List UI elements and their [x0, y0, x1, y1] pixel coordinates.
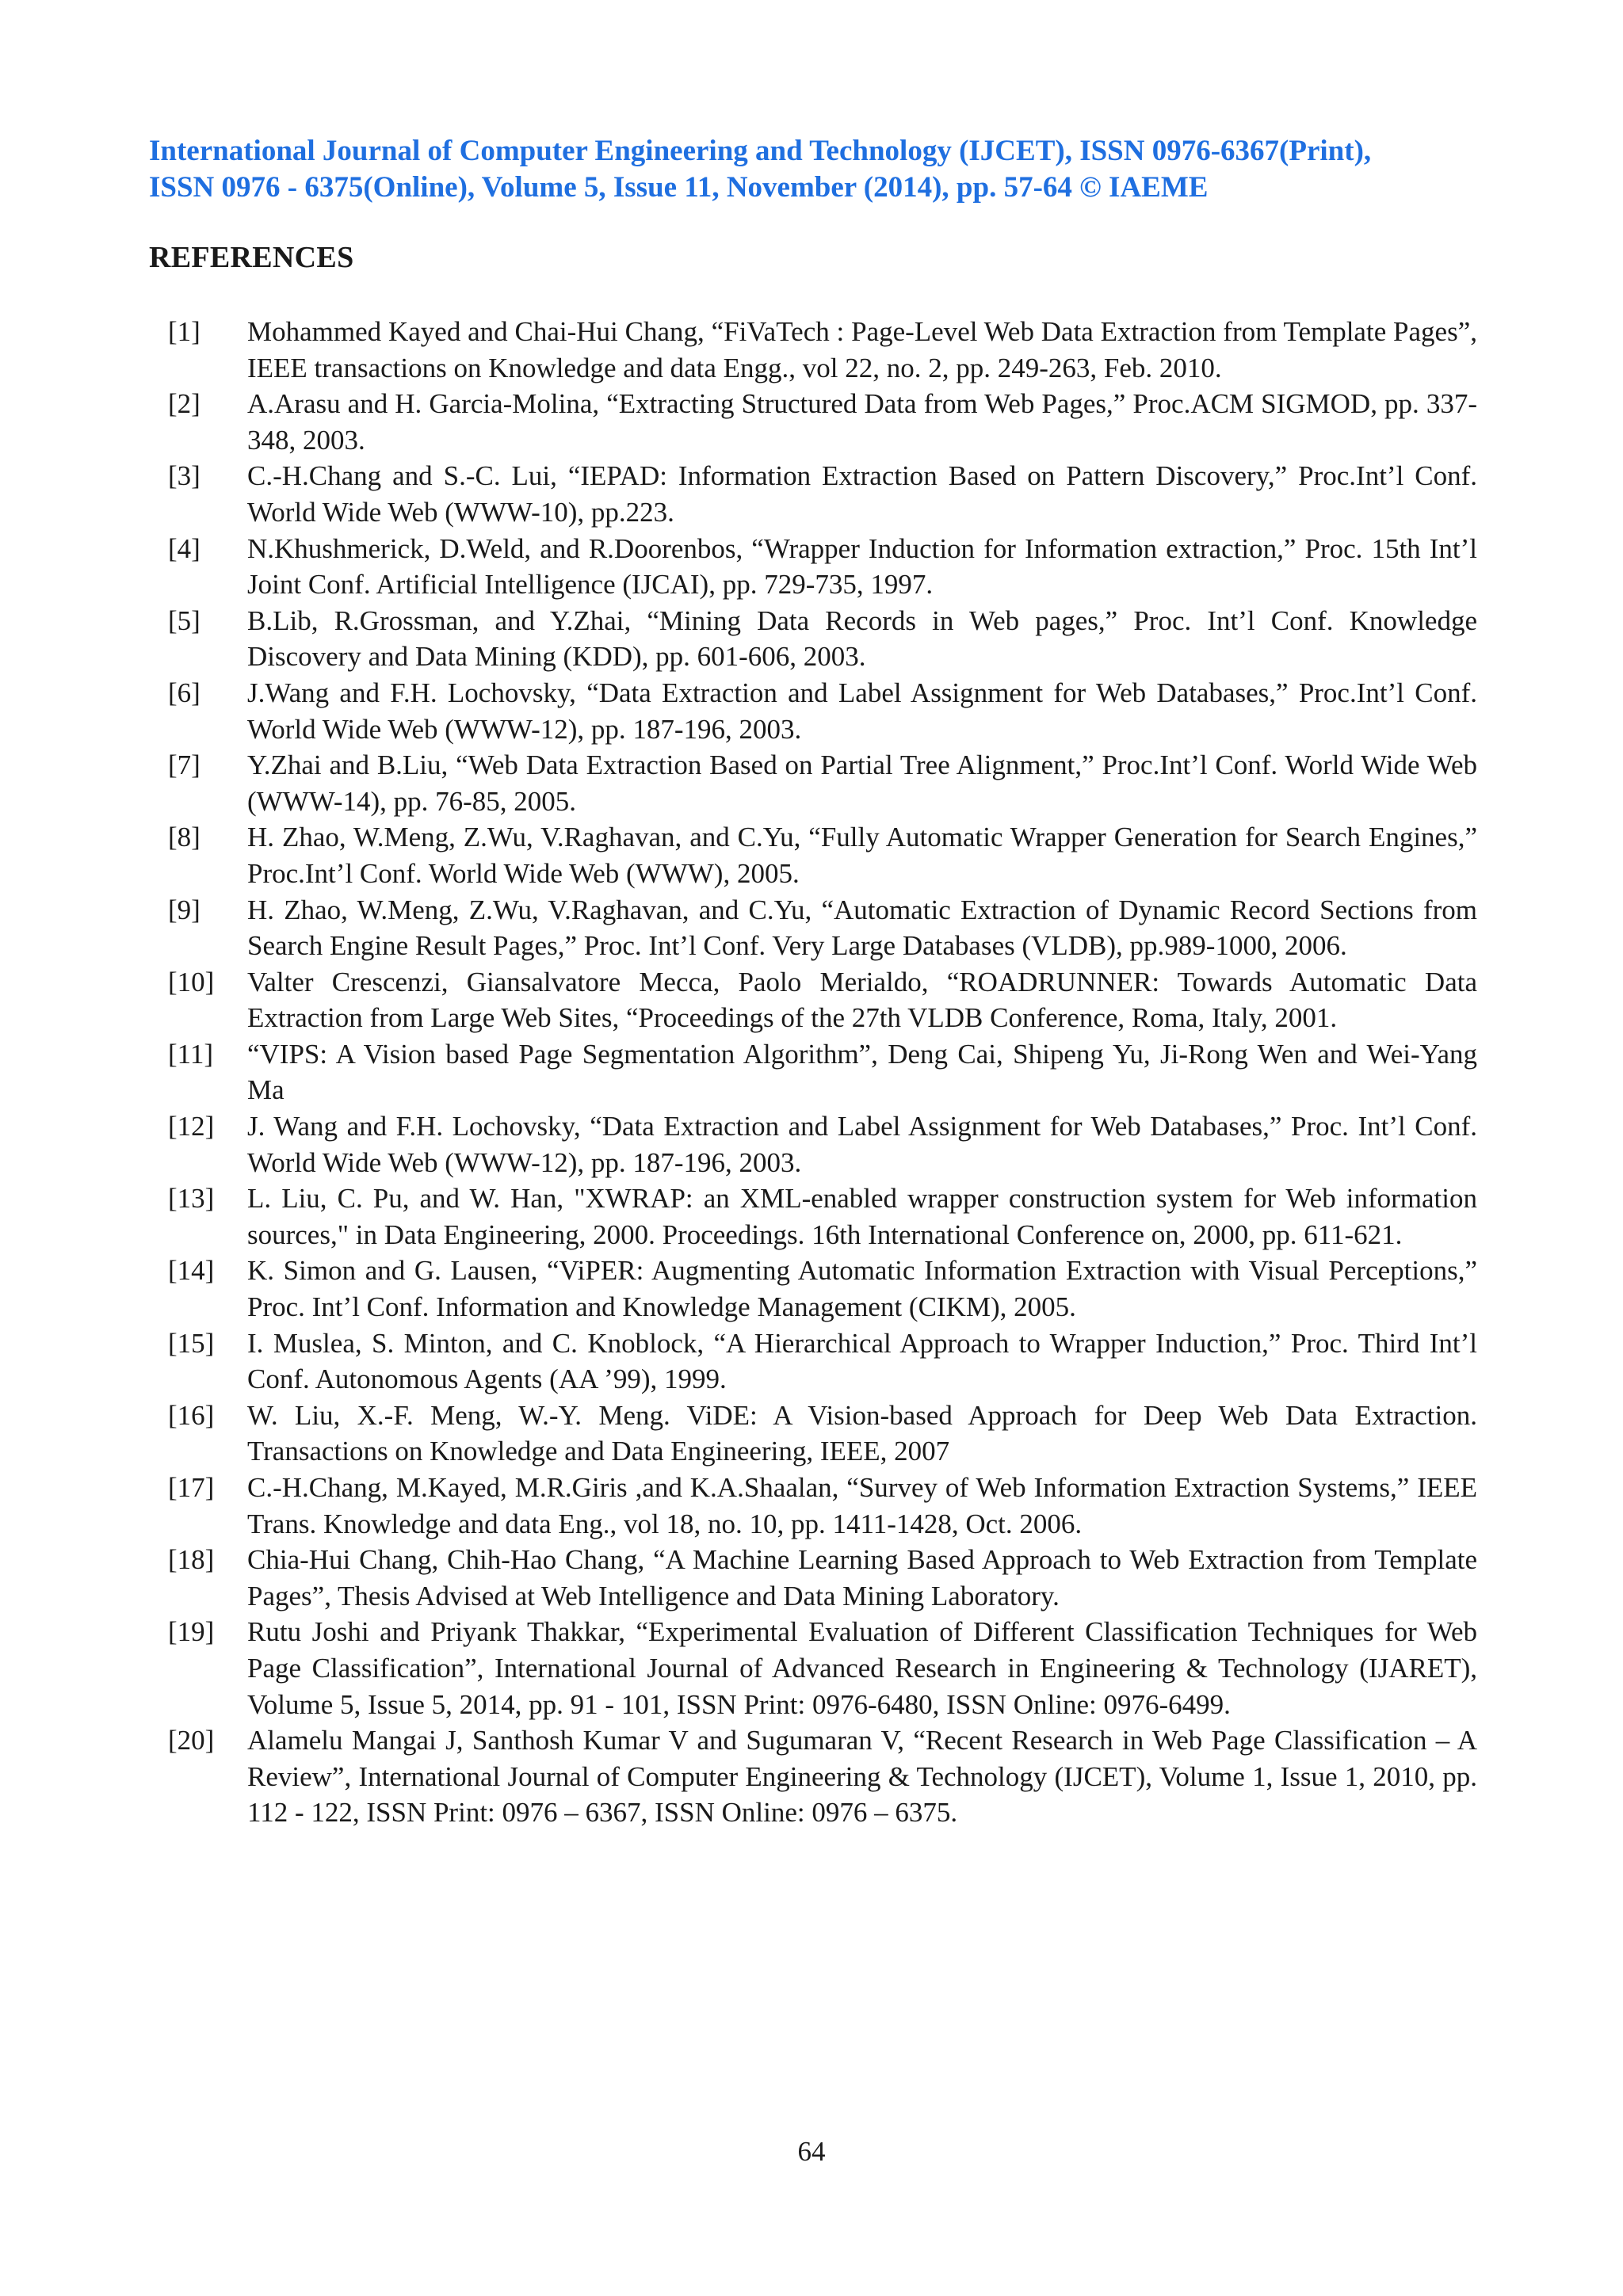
- page-number: 64: [797, 2136, 826, 2167]
- reference-number: [7]: [168, 749, 200, 781]
- reference-text: Chia-Hui Chang, Chih-Hao Chang, “A Machine Learning Based Approach to Web Extraction from Template Pages”, Thesis Advised at Web Intelligence and Data Mining Laboratory.: [247, 1544, 1477, 1611]
- reference-text: K. Simon and G. Lausen, “ViPER: Augmenting Automatic Information Extraction with Visual Perceptions,” Proc. Int’l Conf. Information and Knowledge Management (CIKM), 2005.: [247, 1255, 1477, 1323]
- reference-number: [6]: [168, 677, 200, 708]
- reference-text: J.Wang and F.H. Lochovsky, “Data Extraction and Label Assignment for Web Databases,” Proc.Int’l Conf. World Wide Web (WWW-12), pp. 187-196, 2003.: [247, 677, 1477, 745]
- reference-item: [149, 819, 1477, 891]
- reference-item: [149, 1325, 1477, 1398]
- reference-text: I. Muslea, S. Minton, and C. Knoblock, “A Hierarchical Approach to Wrapper Induction,” Proc. Third Int’l Conf. Autonomous Agents (AA ’99), 1999.: [247, 1327, 1477, 1395]
- reference-text: L. Liu, C. Pu, and W. Han, "XWRAP: an XML-enabled wrapper construction system for Web information sources," in Data Engineering, 2000. Proceedings. 16th International Conference on, 2000, pp. 611-621.: [247, 1183, 1477, 1250]
- reference-text: Rutu Joshi and Priyank Thakkar, “Experimental Evaluation of Different Classification Techniques for Web Page Classification”, International Journal of Advanced Research in Engineering & Technology (IJARET), Volume 5, Issue 5, 2014, pp. 91 - 101, ISSN Print: 0976-6480, ISSN Online: 0976-6499.: [247, 1616, 1477, 1720]
- reference-item: [149, 386, 1477, 458]
- reference-text: W. Liu, X.-F. Meng, W.-Y. Meng. ViDE: A Vision-based Approach for Deep Web Data Extraction. Transactions on Knowledge and Data Engineering, IEEE, 2007: [247, 1399, 1477, 1467]
- reference-number: [17]: [168, 1472, 215, 1503]
- reference-number: [19]: [168, 1616, 215, 1648]
- reference-text: C.-H.Chang, M.Kayed, M.R.Giris ,and K.A.Shaalan, “Survey of Web Information Extraction Systems,” IEEE Trans. Knowledge and data Eng., vol 18, no. 10, pp. 1411-1428, Oct. 2006.: [247, 1472, 1477, 1539]
- reference-item: [149, 1108, 1477, 1180]
- reference-item: [149, 1722, 1477, 1831]
- reference-number: [8]: [168, 822, 200, 853]
- reference-number: [3]: [168, 460, 200, 492]
- reference-item: [149, 1398, 1477, 1470]
- reference-item: [149, 1036, 1477, 1108]
- reference-item: [149, 964, 1477, 1036]
- reference-item: [149, 1470, 1477, 1542]
- reference-text: Valter Crescenzi, Giansalvatore Mecca, Paolo Merialdo, “ROADRUNNER: Towards Automatic Data Extraction from Large Web Sites, “Proceedings of the 27th VLDB Conference, Roma, Italy, 2001.: [247, 966, 1477, 1034]
- reference-item: [149, 531, 1477, 603]
- reference-item: [149, 1180, 1477, 1253]
- reference-item: [149, 1614, 1477, 1722]
- reference-number: [18]: [168, 1544, 215, 1576]
- journal-header-line-1: International Journal of Computer Engineering and Technology (IJCET), ISSN 0976-6367(Print),: [149, 135, 1372, 167]
- reference-text: N.Khushmerick, D.Weld, and R.Doorenbos, “Wrapper Induction for Information extraction,” Proc. 15th Int’l Joint Conf. Artificial Intelligence (IJCAI), pp. 729-735, 1997.: [247, 532, 1477, 601]
- reference-item: [149, 1253, 1477, 1325]
- reference-text: J. Wang and F.H. Lochovsky, “Data Extraction and Label Assignment for Web Databases,” Proc. Int’l Conf. World Wide Web (WWW-12), pp. 187-196, 2003.: [247, 1111, 1477, 1178]
- reference-number: [14]: [168, 1255, 215, 1287]
- reference-text: Mohammed Kayed and Chai-Hui Chang, “FiVaTech : Page-Level Web Data Extraction from Template Pages”, IEEE transactions on Knowledge and data Engg., vol 22, no. 2, pp. 249-263, Feb. 2010.: [247, 316, 1477, 383]
- reference-item: [149, 458, 1477, 530]
- reference-item: [149, 747, 1477, 819]
- reference-item: [149, 314, 1477, 386]
- reference-text: Y.Zhai and B.Liu, “Web Data Extraction Based on Partial Tree Alignment,” Proc.Int’l Conf. World Wide Web (WWW-14), pp. 76-85, 2005.: [247, 749, 1477, 817]
- journal-header-line-2: ISSN 0976 - 6375(Online), Volume 5, Issue 11, November (2014), pp. 57-64 © IAEME: [149, 171, 1209, 204]
- reference-number: [5]: [168, 605, 200, 636]
- reference-number: [4]: [168, 532, 200, 564]
- reference-text: C.-H.Chang and S.-C. Lui, “IEPAD: Information Extraction Based on Pattern Discovery,” Proc.Int’l Conf. World Wide Web (WWW-10), pp.223.: [247, 460, 1477, 528]
- reference-number: [1]: [168, 316, 200, 347]
- reference-item: [149, 675, 1477, 747]
- reference-number: [11]: [168, 1038, 214, 1070]
- reference-number: [10]: [168, 966, 215, 997]
- reference-number: [9]: [168, 894, 200, 925]
- reference-number: [13]: [168, 1183, 215, 1215]
- reference-text: H. Zhao, W.Meng, Z.Wu, V.Raghavan, and C.Yu, “Automatic Extraction of Dynamic Record Sections from Search Engine Result Pages,” Proc. Int’l Conf. Very Large Databases (VLDB), pp.989-1000, 2006.: [247, 894, 1477, 962]
- reference-number: [20]: [168, 1725, 215, 1756]
- reference-item: [149, 603, 1477, 675]
- reference-list: [149, 314, 1477, 1831]
- journal-header: [149, 133, 1480, 206]
- reference-number: [16]: [168, 1399, 215, 1431]
- reference-text: “VIPS: A Vision based Page Segmentation Algorithm”, Deng Cai, Shipeng Yu, Ji-Rong Wen and Wei-Yang Ma: [247, 1038, 1477, 1106]
- section-title: REFERENCES: [149, 241, 354, 274]
- reference-item: [149, 892, 1477, 964]
- reference-text: B.Lib, R.Grossman, and Y.Zhai, “Mining Data Records in Web pages,” Proc. Int’l Conf. Knowledge Discovery and Data Mining (KDD), pp. 601-606, 2003.: [247, 605, 1477, 673]
- reference-number: [15]: [168, 1327, 215, 1359]
- reference-text: A.Arasu and H. Garcia-Molina, “Extracting Structured Data from Web Pages,” Proc.ACM SIGMOD, pp. 337-348, 2003.: [247, 388, 1477, 456]
- reference-item: [149, 1542, 1477, 1614]
- reference-number: [2]: [168, 388, 200, 420]
- reference-text: Alamelu Mangai J, Santhosh Kumar V and Sugumaran V, “Recent Research in Web Page Classification – A Review”, International Journal of Computer Engineering & Technology (IJCET), Volume 1, Issue 1, 2010, pp. 112 - 122, ISSN Print: 0976 – 6367, ISSN Online: 0976 – 6375.: [247, 1725, 1477, 1829]
- reference-number: [12]: [168, 1111, 215, 1142]
- reference-text: H. Zhao, W.Meng, Z.Wu, V.Raghavan, and C.Yu, “Fully Automatic Wrapper Generation for Search Engines,” Proc.Int’l Conf. World Wide Web (WWW), 2005.: [247, 822, 1477, 889]
